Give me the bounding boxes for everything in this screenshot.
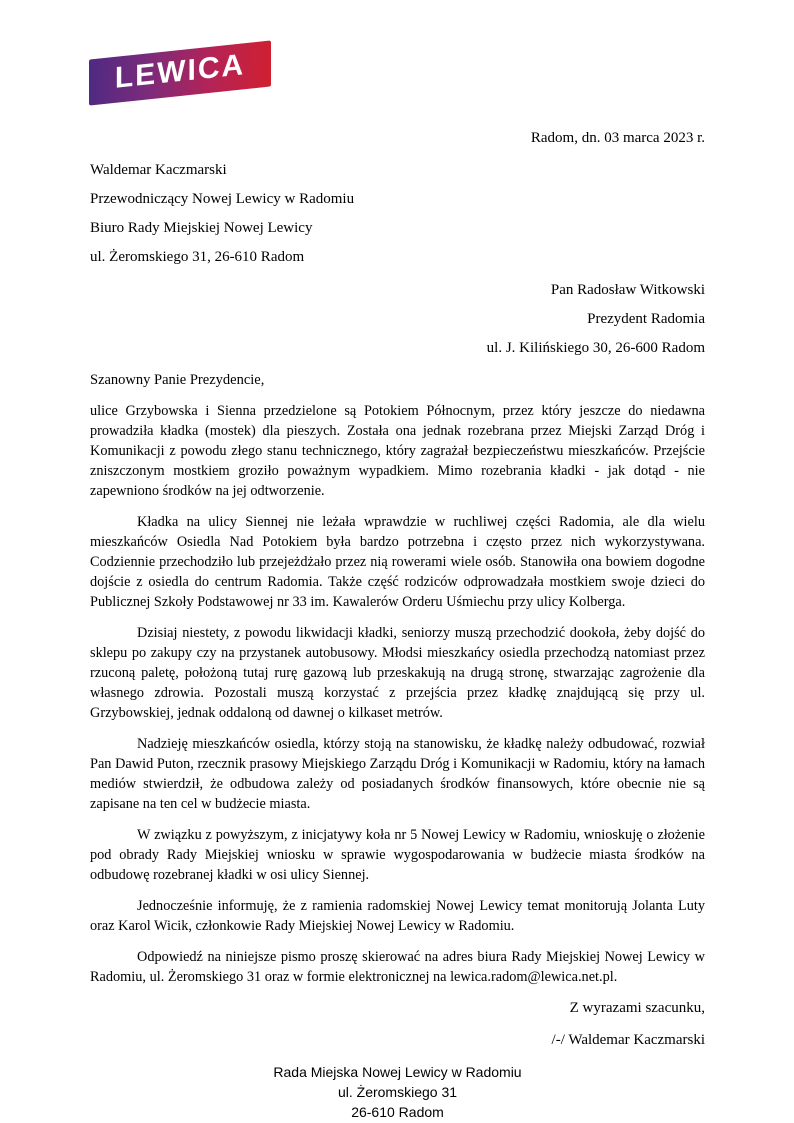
- sender-office: Biuro Rady Miejskiej Nowej Lewicy: [90, 220, 313, 236]
- footer-city: 26-610 Radom: [351, 1104, 444, 1120]
- recipient-block: [90, 280, 705, 358]
- closing-salute: Z wyrazami szacunku,: [569, 1000, 705, 1016]
- sender-name: Waldemar Kaczmarski: [90, 162, 227, 178]
- salutation: Szanowny Panie Prezydencie,: [90, 372, 265, 388]
- recipient-name: Pan Radosław Witkowski: [550, 282, 705, 298]
- recipient-title: Prezydent Radomia: [587, 311, 705, 327]
- lewica-logo: [90, 50, 705, 124]
- paragraph-5: W związku z powyższym, z inicjatywy koła nr 5 Nowej Lewicy w Radomiu, wnioskuję o złożenie pod obrady Rady Miejskiej wniosku w sprawie wygospodarowania w budżecie miasta środków na odbudowę rozebranej kładki w osi ulicy Siennej.: [90, 827, 705, 883]
- paragraph-1: ulice Grzybowska i Sienna przedzielone są Potokiem Północnym, przez który jeszcze do niedawna prowadziła kładka (mostek) dla pieszych. Została ona jednak rozebrana przez Miejski Zarząd Dróg i Komunikacji z powodu złego stanu technicznego, który zagrażał bezpieczeństwu mieszkańców. Przejście zniszczonym mostkiem groziło poważnym wypadkiem. Mimo rozebrania kładki - jak dotąd - nie zapewniono środków na jej odtworzenie.: [90, 403, 705, 499]
- date-line: Radom, dn. 03 marca 2023 r.: [530, 130, 705, 146]
- footer-street: ul. Żeromskiego 31: [337, 1084, 458, 1100]
- paragraph-6: Jednocześnie informuję, że z ramienia radomskiej Nowej Lewicy temat monitorują Jolanta Luty oraz Karol Wicik, członkowie Rady Miejskiej Nowej Lewicy w Radomiu.: [90, 898, 705, 934]
- paragraph-7: Odpowiedź na niniejsze pismo proszę skierować na adres biura Rady Miejskiej Nowej Lewicy w Radomiu, ul. Żeromskiego 31 oraz w formie elektronicznej na lewica.radom@lewica.net.pl.: [90, 949, 705, 985]
- recipient-address: ul. J. Kilińskiego 30, 26-600 Radom: [486, 340, 705, 356]
- sender-address: ul. Żeromskiego 31, 26-610 Radom: [90, 249, 305, 265]
- sender-block: [90, 160, 705, 267]
- lewica-logo-text: LEWICA: [114, 48, 246, 95]
- lewica-logo-band: [89, 40, 271, 105]
- paragraph-2: Kładka na ulicy Siennej nie leżała wprawdzie w ruchliwej części Radomia, ale dla wielu mieszkańców Osiedla Nad Potokiem była bardzo potrzebna i często przez nich wykorzystywana. Codziennie przechodziło lub przejeżdżało przez nią rowerami wiele osób. Stanowiła ona bowiem dogodne dojście z osiedla do centrum Radomia. Także część rodziców odprowadzała mostkiem swoje dzieci do Publicznej Szkoły Podstawowej nr 33 im. Kawalerów Orderu Uśmiechu przy ulicy Kolberga.: [90, 514, 705, 610]
- closing-block: [90, 998, 705, 1050]
- footer-block: [90, 1062, 705, 1122]
- footer-org: Rada Miejska Nowej Lewicy w Radomiu: [273, 1064, 522, 1080]
- paragraph-3: Dzisiaj niestety, z powodu likwidacji kładki, seniorzy muszą przechodzić dookoła, żeby dojść do sklepu po zakupy czy na przystanek autobusowy. Młodsi mieszkańcy osiedla przechodzą natomiast przez rzuconą paletę, położoną tutaj rurę gazową lub przeskakują na drugą stronę, stwarzając zagrożenie dla własnego zdrowia. Pozostali muszą korzystać z przejścia przez kładkę znajdującą się przy ul. Grzybowskiej, jednak oddaloną od dawnej o kilkaset metrów.: [90, 625, 705, 721]
- sender-title: Przewodniczący Nowej Lewicy w Radomiu: [90, 191, 355, 207]
- letter-body: [90, 401, 705, 987]
- paragraph-4: Nadzieję mieszkańców osiedla, którzy stoją na stanowisku, że kładkę należy odbudować, rozwiał Pan Dawid Puton, rzecznik prasowy Miejskiego Zarządu Dróg i Komunikacji w Radomiu, który na łamach mediów stwierdził, że odbudowa zależy od posiadanych środków finansowych, które obecnie nie są zapisane na ten cel w budżecie miasta.: [90, 736, 705, 812]
- closing-signature: /-/ Waldemar Kaczmarski: [551, 1032, 705, 1048]
